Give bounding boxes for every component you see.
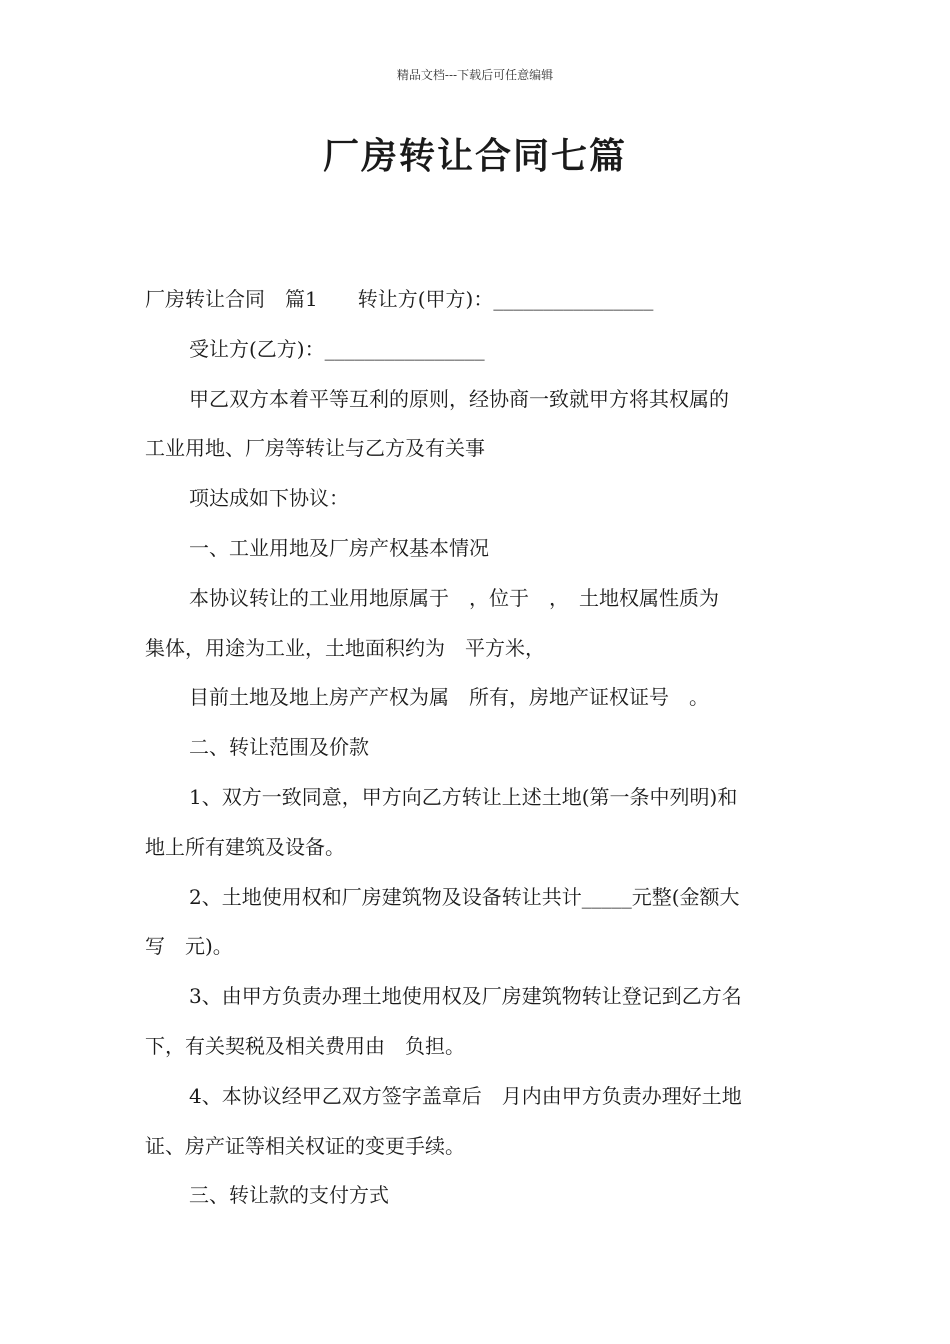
- body-line: 1、双方一致同意，甲方向乙方转让上述土地(第一条中列明)和: [189, 784, 738, 809]
- body-line: 写 元)。: [145, 934, 233, 959]
- body-line: 4、本协议经甲乙双方签字盖章后 月内由甲方负责办理好土地: [189, 1083, 742, 1108]
- body-line: 下，有关契税及相关费用由 负担。: [145, 1033, 465, 1058]
- document-body: [145, 275, 810, 1221]
- body-line: 集体，用途为工业，土地面积约为 平方米，: [145, 635, 545, 660]
- document-title: 厂房转让合同七篇: [322, 136, 627, 177]
- section-heading: 一、工业用地及厂房产权基本情况: [189, 535, 489, 560]
- section-heading: 二、转让范围及价款: [189, 735, 369, 760]
- body-line: 地上所有建筑及设备。: [145, 834, 345, 859]
- body-line: 厂房转让合同 篇1 转让方(甲方)：________________: [145, 287, 654, 311]
- body-line: 工业用地、厂房等转让与乙方及有关事: [145, 436, 485, 461]
- header-note: 精品文档---下载后可任意编辑: [396, 68, 554, 82]
- body-line: 2、土地使用权和厂房建筑物及设备转让共计_____元整(金额大: [189, 884, 740, 909]
- body-line: 证、房产证等相关权证的变更手续。: [145, 1133, 465, 1158]
- body-line: 项达成如下协议：: [189, 486, 349, 511]
- body-line: 目前土地及地上房产产权为属 所有，房地产证权证号 。: [189, 685, 709, 710]
- body-line: 甲乙双方本着平等互利的原则，经协商一致就甲方将其权属的: [189, 386, 729, 411]
- section-heading: 三、转让款的支付方式: [189, 1183, 389, 1208]
- body-line: 3、由甲方负责办理土地使用权及厂房建筑物转让登记到乙方名: [189, 984, 742, 1009]
- body-line: 受让方(乙方)：________________: [189, 336, 485, 361]
- body-line: 本协议转让的工业用地原属于 ，位于 ， 土地权属性质为: [189, 585, 719, 610]
